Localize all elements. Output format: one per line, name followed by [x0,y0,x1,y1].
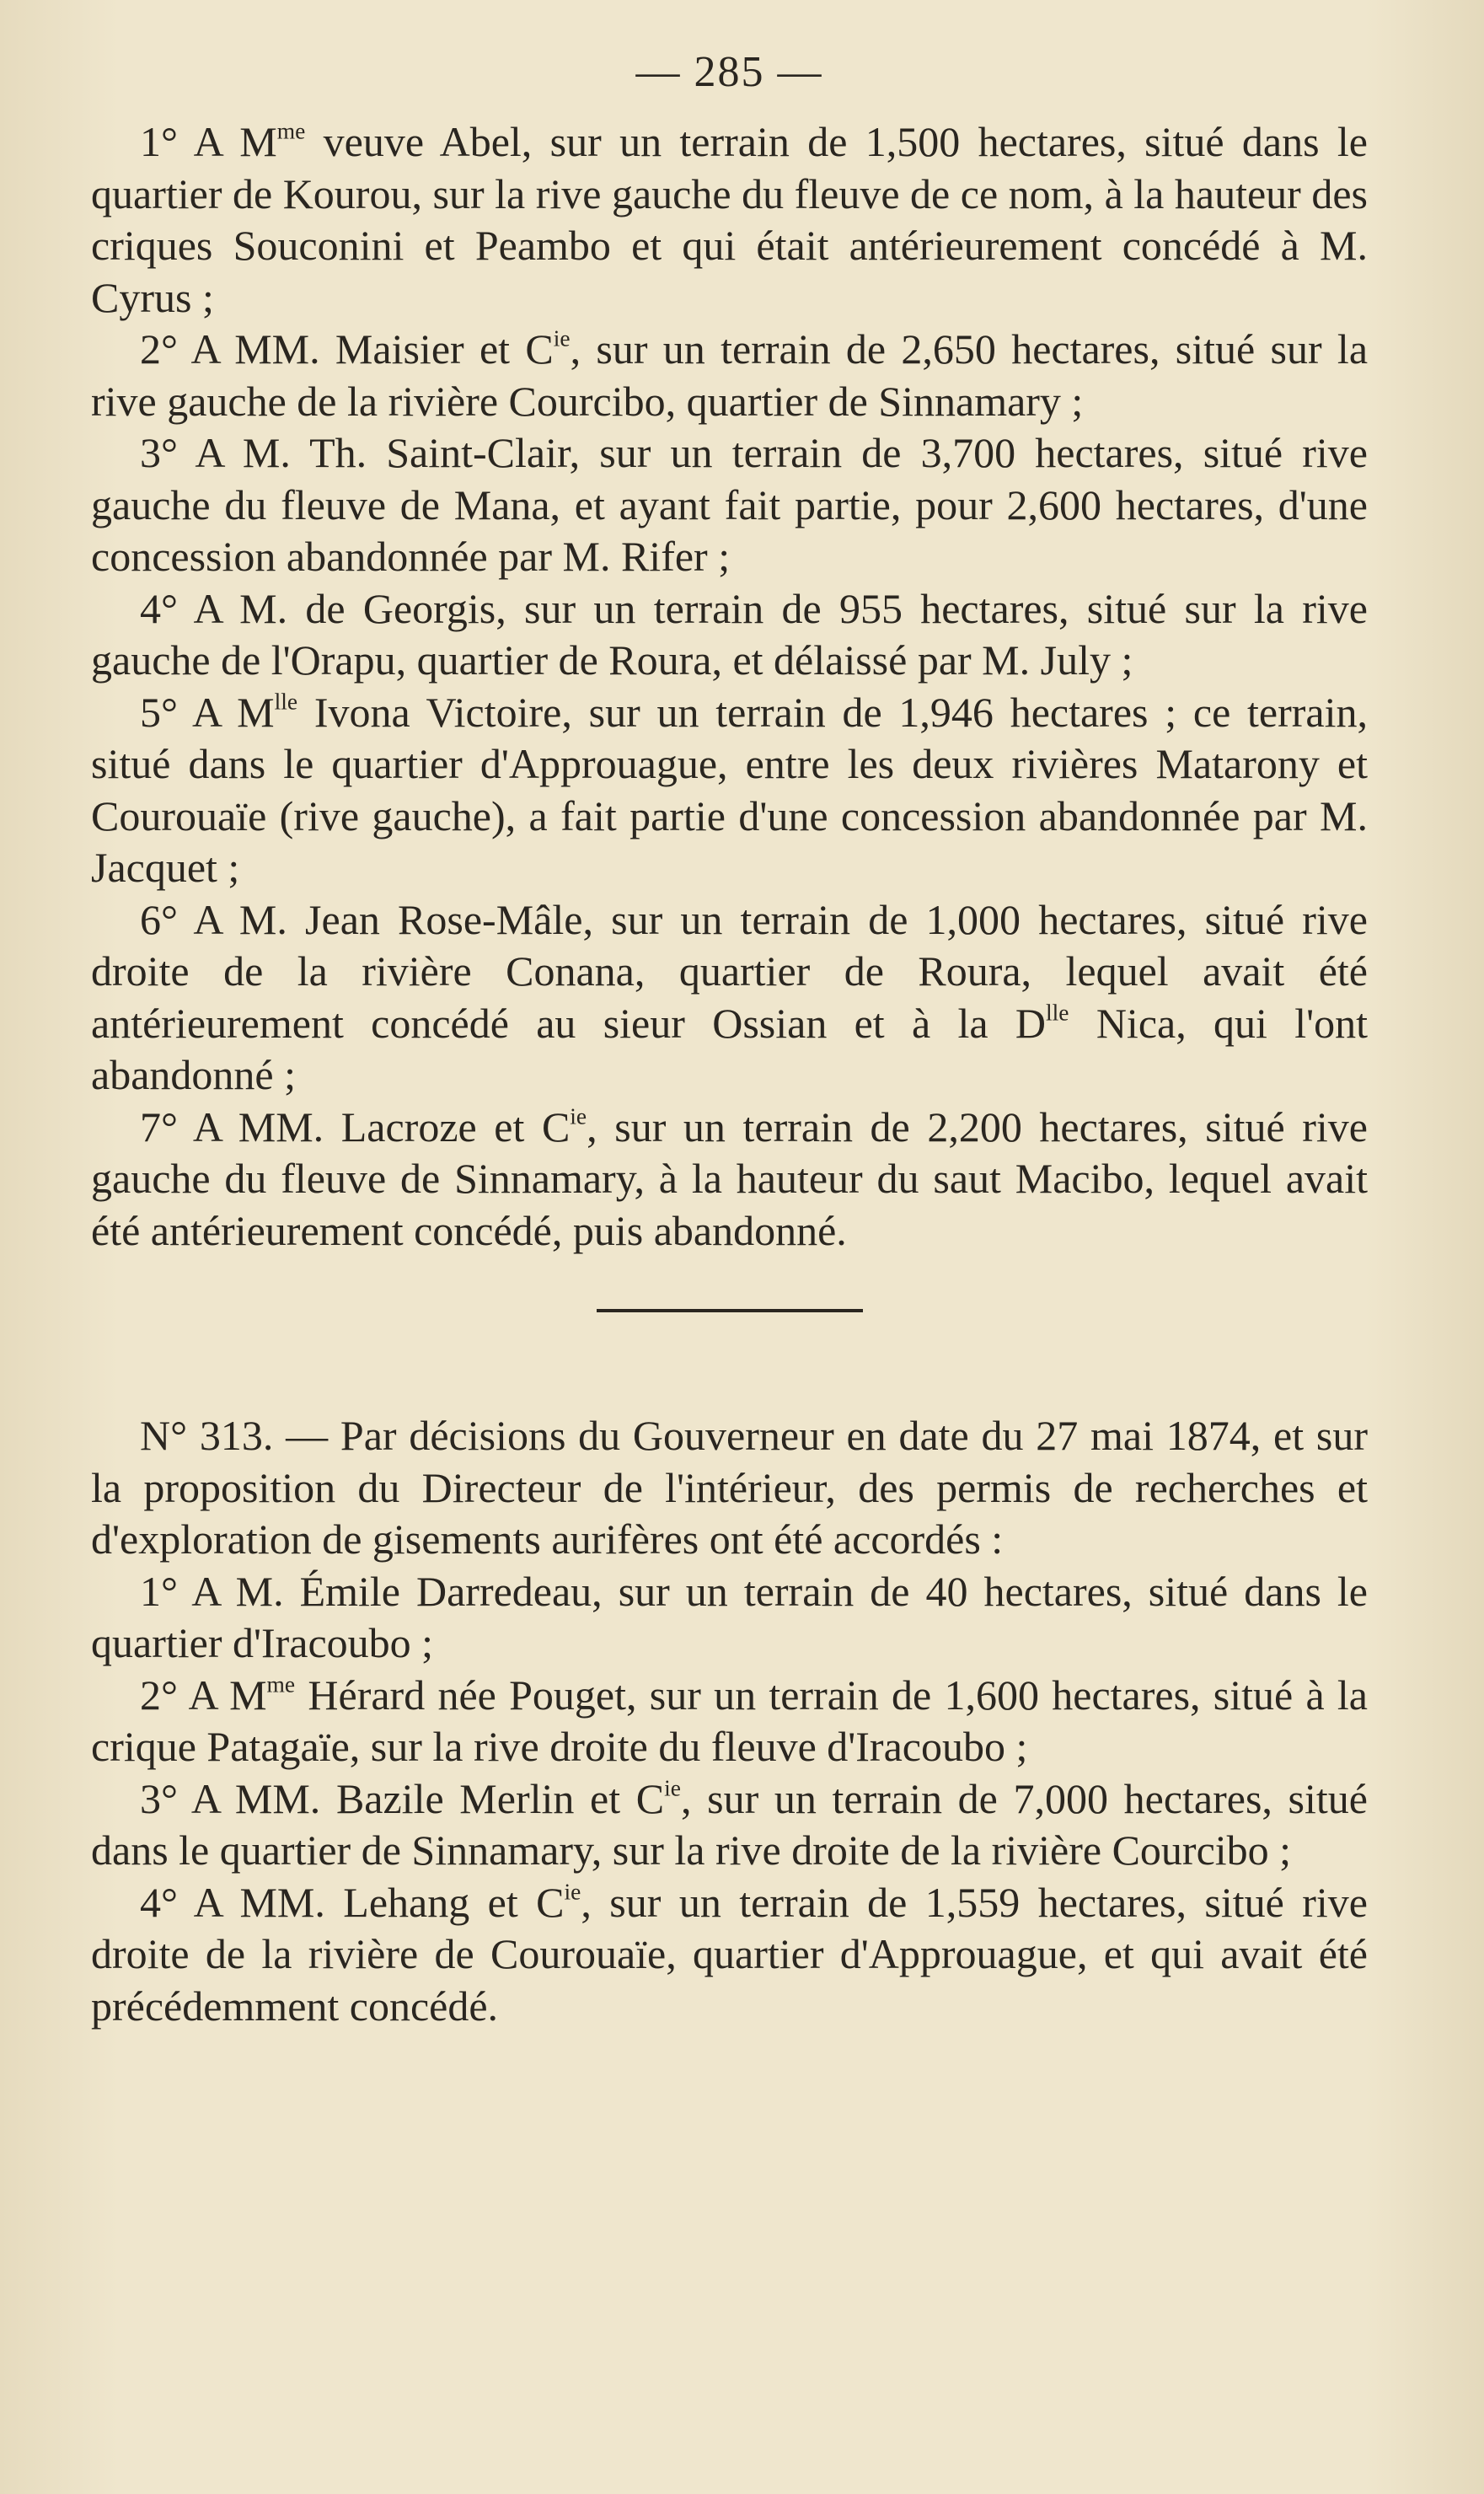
list-item: 5° A $M^{lle}$ Ivona Victoire, sur un terrain de 1,946 hectares ; ce terrain, situé dans le quartier d'Approuague, entre les deux rivières Matarony et Courouaïe (rive gauche), a fait partie d'une concession abandonnée par M. Jacquet ; [91,687,1368,891]
decision-lead-paragraph: N° 313. — Par décisions du Gouverneur en date du 27 mai 1874, et sur la proposition du Directeur de l'intérieur, des permis de recherches et d'exploration de gisements aurifères ont été accordés : [91,1412,1368,1563]
list-item: 3° A M. Th. Saint-Clair, sur un terrain de 3,700 hectares, situé rive gauche du fleuve de Mana, et ayant fait partie, pour 2,600 hectares, d'une concession abandonnée par M. Rifer ; [91,429,1368,580]
list-item: 1° A M. Émile Darredeau, sur un terrain de 40 hectares, situé dans le quartier d'Iracoubo ; [91,1567,1368,1666]
page-number: — 285 — [635,48,823,96]
section-decision-313 [91,1410,1368,2032]
list-item: 1° A $M^{me}$ veuve Abel, sur un terrain de 1,500 hectares, situé dans le quartier de Kourou, sur la rive gauche du fleuve de ce nom, à la hauteur des criques Souconini et Peambo et qui était antérieurement concédé à M. Cyrus ; [91,117,1369,321]
list-item: 4° A MM. Lehang et $C^{ie}$, sur un terrain de 1,559 hectares, situé rive droite de la rivière de Courouaïe, quartier d'Approuague, et qui avait été précédemment concédé. [91,1877,1368,2030]
list-item: 3° A MM. Bazile Merlin et $C^{ie}$, sur un terrain de 7,000 hectares, situé dans le quartier de Sinnamary, sur la rive droite de la rivière Courcibo ; [91,1773,1368,1874]
list-item: 7° A MM. Lacroze et $C^{ie}$, sur un terrain de 2,200 hectares, situé rive gauche du fleuve de Sinnamary, à la hauteur du saut Macibo, lequel avait été antérieurement concédé, puis abandonné. [91,1102,1368,1254]
list-item: 6° A M. Jean Rose-Mâle, sur un terrain de 1,000 hectares, situé rive droite de la rivière Conana, quartier de Roura, lequel avait été antérieurement concédé au sieur Ossian et à la $D^{lle}$ Nica, qui l'ont abandonné ; [91,895,1369,1098]
list-item: 2° A $M^{me}$ Hérard née Pouget, sur un terrain de 1,600 hectares, situé à la crique Patagaïe, sur la rive droite du fleuve d'Iracoubo ; [91,1670,1368,1770]
list-item: 4° A M. de Georgis, sur un terrain de 955 hectares, situé sur la rive gauche de l'Orapu, quartier de Roura, et délaissé par M. July ; [91,584,1368,684]
list-item: 2° A MM. Maisier et $C^{ie}$, sur un terrain de 2,650 hectares, situé sur la rive gauche de la rivière Courcibo, quartier de Sinnamary ; [91,324,1369,425]
section-concessions [91,116,1368,1257]
section-divider [597,1309,863,1312]
